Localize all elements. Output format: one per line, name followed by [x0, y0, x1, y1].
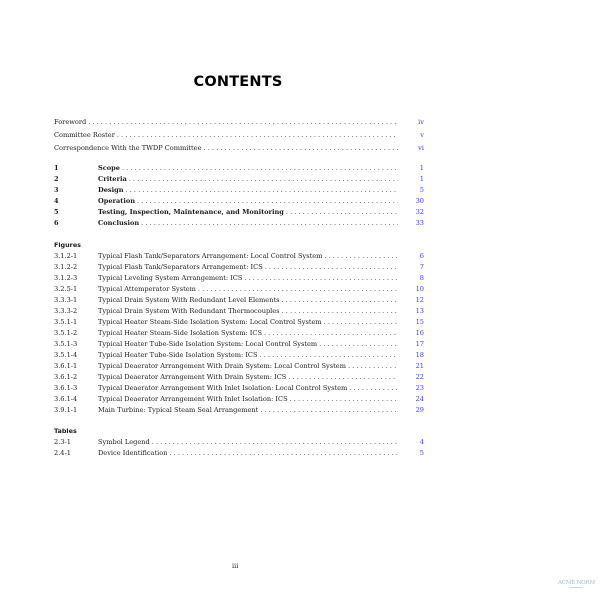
page-link[interactable]: 8 — [419, 274, 424, 282]
toc-entry-section[interactable] — [54, 196, 424, 207]
page-link[interactable]: 6 — [419, 252, 424, 260]
page-link[interactable]: 12 — [415, 296, 424, 304]
toc-label: Typical Heater Steam-Side Isolation System: Local Control System — [98, 318, 322, 326]
page-number: iii — [232, 562, 239, 570]
tables-list — [54, 425, 424, 459]
section-number: 4 — [54, 197, 59, 205]
dot-leader — [322, 251, 398, 262]
sections-list — [54, 163, 424, 229]
table-number: 2.4-1 — [54, 449, 71, 457]
toc-label: Correspondence With the TWDP Committee — [54, 144, 202, 152]
toc-entry-figure[interactable] — [54, 306, 424, 317]
front-matter-list — [54, 117, 424, 156]
figure-number: 3.1.2-2 — [54, 263, 78, 271]
toc-entry-table[interactable] — [54, 437, 424, 448]
watermark-logo — [558, 580, 595, 588]
toc-entry-figure[interactable] — [54, 262, 424, 273]
toc-entry-section[interactable] — [54, 174, 424, 185]
toc-entry-committee-roster[interactable] — [54, 130, 424, 143]
dot-leader — [317, 339, 398, 350]
page-link[interactable]: iv — [418, 118, 424, 126]
watermark-underline — [569, 587, 583, 588]
table-number: 2.3-1 — [54, 438, 71, 446]
toc-label: Typical Flash Tank/Separators Arrangement: ICS — [98, 263, 263, 271]
dot-leader — [127, 174, 398, 185]
figures-heading: Figures — [54, 241, 81, 249]
page-link[interactable]: 32 — [415, 208, 424, 216]
figure-number: 3.9.1-1 — [54, 406, 78, 414]
figure-number: 3.5.1-2 — [54, 329, 78, 337]
toc-entry-figure[interactable] — [54, 372, 424, 383]
figure-number: 3.2.5-1 — [54, 285, 78, 293]
toc-entry-figure[interactable] — [54, 339, 424, 350]
dot-leader — [258, 350, 399, 361]
page-link[interactable]: 4 — [419, 438, 424, 446]
section-number: 6 — [54, 219, 59, 227]
toc-label: Typical Drain System With Redundant Level Elements — [98, 296, 280, 304]
toc-label: Main Turbine: Typical Steam Seal Arrangement — [98, 406, 259, 414]
page-link[interactable]: vi — [418, 144, 424, 152]
page-link[interactable]: 18 — [415, 351, 424, 359]
tables-heading: Tables — [54, 427, 77, 435]
page-link[interactable]: 16 — [415, 329, 424, 337]
figure-number: 3.6.1-3 — [54, 384, 78, 392]
figure-number: 3.6.1-1 — [54, 362, 78, 370]
toc-entry-figure[interactable] — [54, 350, 424, 361]
figure-number: 3.6.1-4 — [54, 395, 78, 403]
dot-leader — [167, 448, 398, 459]
figure-number: 3.5.1-1 — [54, 318, 78, 326]
dot-leader — [347, 383, 398, 394]
dot-leader — [262, 328, 398, 339]
toc-label: Typical Heater Tube-Side Isolation System: ICS — [98, 351, 258, 359]
dot-leader — [150, 437, 398, 448]
dot-leader — [263, 262, 398, 273]
page-link[interactable]: 33 — [415, 219, 424, 227]
page-link[interactable]: 15 — [415, 318, 424, 326]
dot-leader — [202, 143, 399, 154]
figure-number: 3.6.1-2 — [54, 373, 78, 381]
figure-number: 3.1.2-1 — [54, 252, 78, 260]
toc-entry-section[interactable] — [54, 218, 424, 229]
toc-entry-table[interactable] — [54, 448, 424, 459]
toc-entry-figure[interactable] — [54, 361, 424, 372]
page-link[interactable]: 7 — [419, 263, 424, 271]
section-number: 1 — [54, 164, 59, 172]
toc-entry-figure[interactable] — [54, 394, 424, 405]
figure-number: 3.5.1-3 — [54, 340, 78, 348]
page-link[interactable]: 22 — [415, 373, 424, 381]
section-number: 5 — [54, 208, 59, 216]
toc-label: Typical Deaerator Arrangement With Inlet Isolation: ICS — [98, 395, 288, 403]
toc-entry-figure[interactable] — [54, 284, 424, 295]
toc-entry-figure[interactable] — [54, 383, 424, 394]
page-link[interactable]: 24 — [415, 395, 424, 403]
page-link[interactable]: v — [420, 131, 424, 139]
page-link[interactable]: 10 — [415, 285, 424, 293]
toc-label: Typical Heater Steam-Side Isolation System: ICS — [98, 329, 262, 337]
toc-label: Committee Roster — [54, 131, 115, 139]
page-link[interactable]: 30 — [415, 197, 424, 205]
dot-leader — [288, 394, 398, 405]
figure-number: 3.3.3-1 — [54, 296, 78, 304]
toc-entry-figure[interactable] — [54, 251, 424, 262]
section-number: 3 — [54, 186, 59, 194]
page-link[interactable]: 17 — [415, 340, 424, 348]
toc-label: Typical Flash Tank/Separators Arrangement: Local Control System — [98, 252, 323, 260]
toc-label: Typical Attemperator System — [98, 285, 196, 293]
dot-leader — [286, 372, 398, 383]
toc-entry-section[interactable] — [54, 185, 424, 196]
page-link[interactable]: 5 — [419, 186, 424, 194]
toc-label: Typical Drain System With Redundant Thermocouples — [98, 307, 280, 315]
dot-leader — [139, 218, 398, 229]
toc-label: Operation — [98, 197, 136, 205]
toc-label: Conclusion — [98, 219, 140, 227]
toc-label: Typical Deaerator Arrangement With Drain System: Local Control System — [98, 362, 346, 370]
dot-leader — [196, 284, 398, 295]
page-link[interactable]: 29 — [415, 406, 424, 414]
figure-number: 3.3.3-2 — [54, 307, 78, 315]
page-link[interactable]: 5 — [419, 449, 424, 457]
toc-entry-figure[interactable] — [54, 295, 424, 306]
toc-label: Typical Heater Tube-Side Isolation System: Local Control System — [98, 340, 318, 348]
dot-leader — [346, 361, 398, 372]
figure-number: 3.5.1-4 — [54, 351, 78, 359]
page-link[interactable]: 13 — [415, 307, 424, 315]
toc-entry-section[interactable] — [54, 163, 424, 174]
dot-leader — [242, 273, 398, 284]
page-link[interactable]: 1 — [419, 164, 424, 172]
figure-number: 3.1.2-3 — [54, 274, 78, 282]
dot-leader — [115, 130, 398, 141]
toc-entry-figure[interactable] — [54, 317, 424, 328]
page-link[interactable]: 21 — [415, 362, 424, 370]
toc-label: Typical Leveling System Arrangement: ICS — [98, 274, 243, 282]
watermark-text: ACME NORM — [558, 580, 595, 586]
dot-leader — [120, 163, 398, 174]
dot-leader — [124, 185, 398, 196]
toc-label: Design — [98, 186, 124, 194]
toc-label: Scope — [98, 164, 120, 172]
toc-entry-correspondence[interactable] — [54, 143, 424, 156]
page-link[interactable]: 23 — [415, 384, 424, 392]
toc-label: Foreword — [54, 118, 87, 126]
dot-leader — [86, 117, 398, 128]
toc-label: Typical Deaerator Arrangement With Drain System: ICS — [98, 373, 287, 381]
toc-label: Testing, Inspection, Maintenance, and Monitoring — [98, 208, 284, 216]
dot-leader — [322, 317, 398, 328]
dot-leader — [135, 196, 398, 207]
toc-label: Typical Deaerator Arrangement With Inlet Isolation: Local Control System — [98, 384, 348, 392]
dot-leader — [280, 295, 399, 306]
toc-label: Criteria — [98, 175, 127, 183]
toc-entry-figure[interactable] — [54, 328, 424, 339]
toc-entry-figure[interactable] — [54, 405, 424, 416]
section-number: 2 — [54, 175, 59, 183]
dot-leader — [258, 405, 398, 416]
toc-label: Symbol Legend — [98, 438, 150, 446]
toc-entry-figure[interactable] — [54, 273, 424, 284]
toc-entry-section[interactable] — [54, 207, 424, 218]
page-title: CONTENTS — [193, 74, 283, 90]
figures-list — [54, 239, 424, 416]
toc-entry-foreword[interactable] — [54, 117, 424, 130]
dot-leader — [284, 207, 398, 218]
dot-leader — [280, 306, 398, 317]
toc-label: Device Identification — [98, 449, 168, 457]
page-link[interactable]: 1 — [419, 175, 424, 183]
